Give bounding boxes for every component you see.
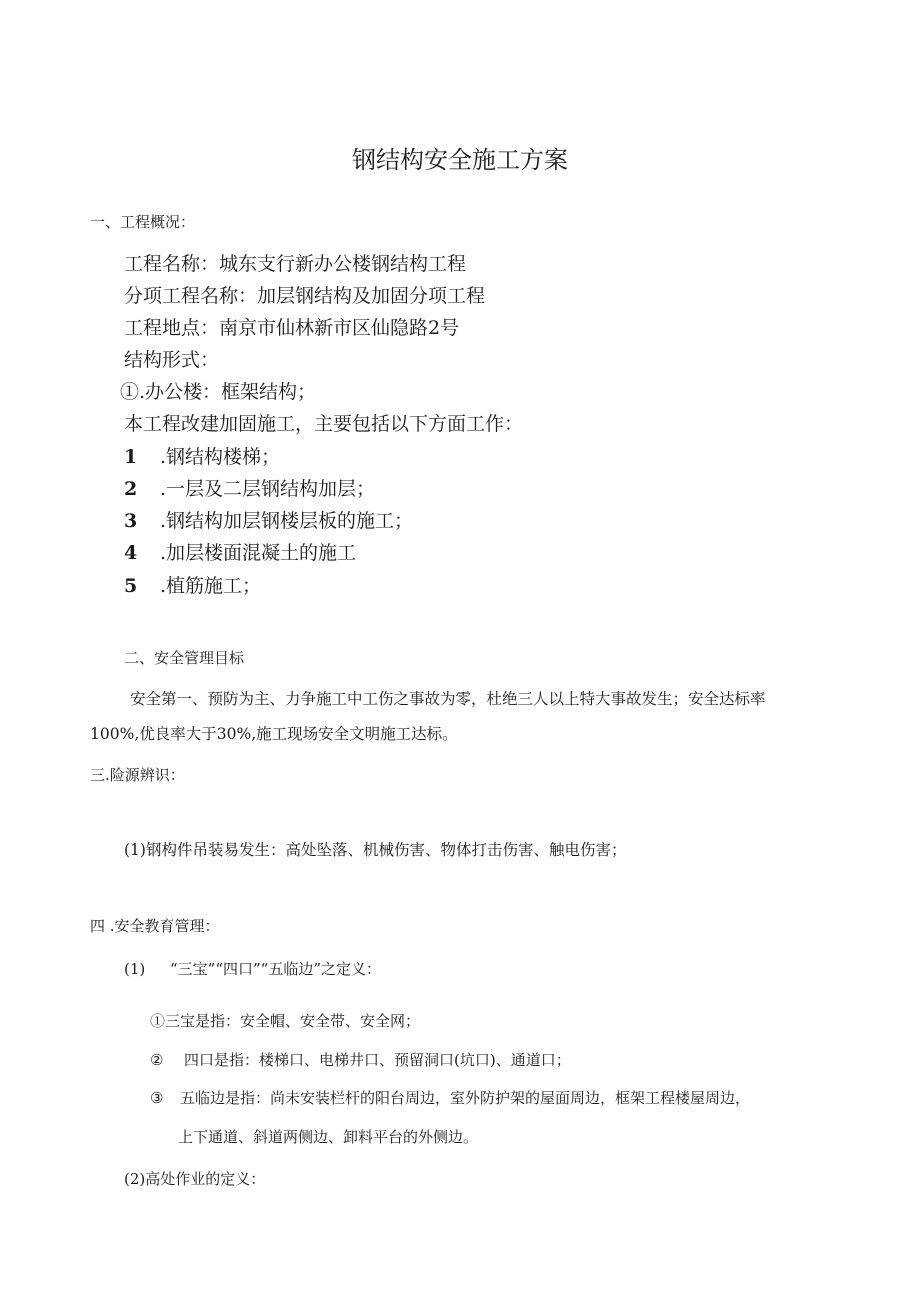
subproject-name: 分项工程名称：加层钢结构及加固分项工程	[124, 285, 486, 307]
work-item-number: 2	[124, 478, 138, 500]
definition-intro-text: “三宝”“四口”“五临边”之定义：	[170, 960, 382, 978]
work-item	[124, 577, 261, 596]
work-item-number: 5	[124, 575, 138, 597]
work-scope-intro: 本工程改建加固施工，主要包括以下方面工作：	[124, 413, 524, 435]
definition-intro-number: (1)	[124, 960, 146, 978]
definition-intro	[124, 962, 381, 977]
project-name: 工程名称：城东支行新办公楼钢结构工程	[124, 253, 467, 275]
document-title: 钢结构安全施工方案	[352, 146, 568, 174]
work-item-text: .植筋施工；	[160, 575, 262, 597]
work-item-number: 3	[124, 510, 138, 532]
definition-marker: ③	[150, 1089, 164, 1107]
definition-five-edges-continued: 上下通道、斜道两侧边、卸料平台的外侧边。	[178, 1128, 479, 1146]
section-heading-hazard: 三.险源辨识：	[90, 766, 185, 784]
hazard-item: (1)钢构件吊装易发生：高处坠落、机械伤害、物体打击伤害、触电伤害；	[124, 841, 627, 859]
work-item	[124, 512, 413, 531]
project-location: 工程地点：南京市仙林新市区仙隐路2号	[124, 317, 460, 339]
safety-goal-paragraph-line1: 安全第一、预防为主、力争施工中工伤之事故为零，杜绝三人以上特大事故发生；安全达标率	[130, 690, 766, 708]
definition-four-openings	[150, 1053, 571, 1068]
section-heading-overview: 一、工程概况：	[90, 213, 196, 231]
section-heading-education: 四 .安全教育管理：	[90, 917, 220, 935]
section-heading-safety-goal: 二、安全管理目标	[124, 649, 245, 667]
work-item-text: .一层及二层钢结构加层；	[160, 478, 376, 500]
structure-form-label: 结构形式：	[124, 349, 220, 371]
work-item	[124, 448, 280, 467]
high-work-definition-heading: (2)高处作业的定义：	[124, 1170, 266, 1188]
work-item-text: .加层楼面混凝土的施工	[160, 542, 357, 564]
work-item-text: .钢结构加层钢楼层板的施工；	[160, 510, 414, 532]
definition-three-treasures: ①三宝是指：安全帽、安全带、安全网；	[150, 1012, 421, 1030]
structure-form-item: ①.办公楼：框架结构；	[120, 381, 317, 403]
work-item	[124, 544, 356, 563]
safety-goal-paragraph-line2: 100%,优良率大于30%,施工现场安全文明施工达标。	[90, 725, 458, 743]
definition-text: 五临边是指：尚未安装栏杆的阳台周边，室外防护架的屋面周边，框架工程楼屋周边，	[180, 1089, 751, 1107]
definition-five-edges	[150, 1091, 750, 1106]
work-item	[124, 480, 375, 499]
definition-text: 四口是指：楼梯口、电梯井口、预留洞口(坑口)、通道口；	[184, 1051, 571, 1069]
work-item-number: 1	[124, 446, 138, 468]
work-item-text: .钢结构楼梯；	[160, 446, 281, 468]
work-item-number: 4	[124, 542, 138, 564]
definition-marker: ②	[150, 1051, 164, 1069]
